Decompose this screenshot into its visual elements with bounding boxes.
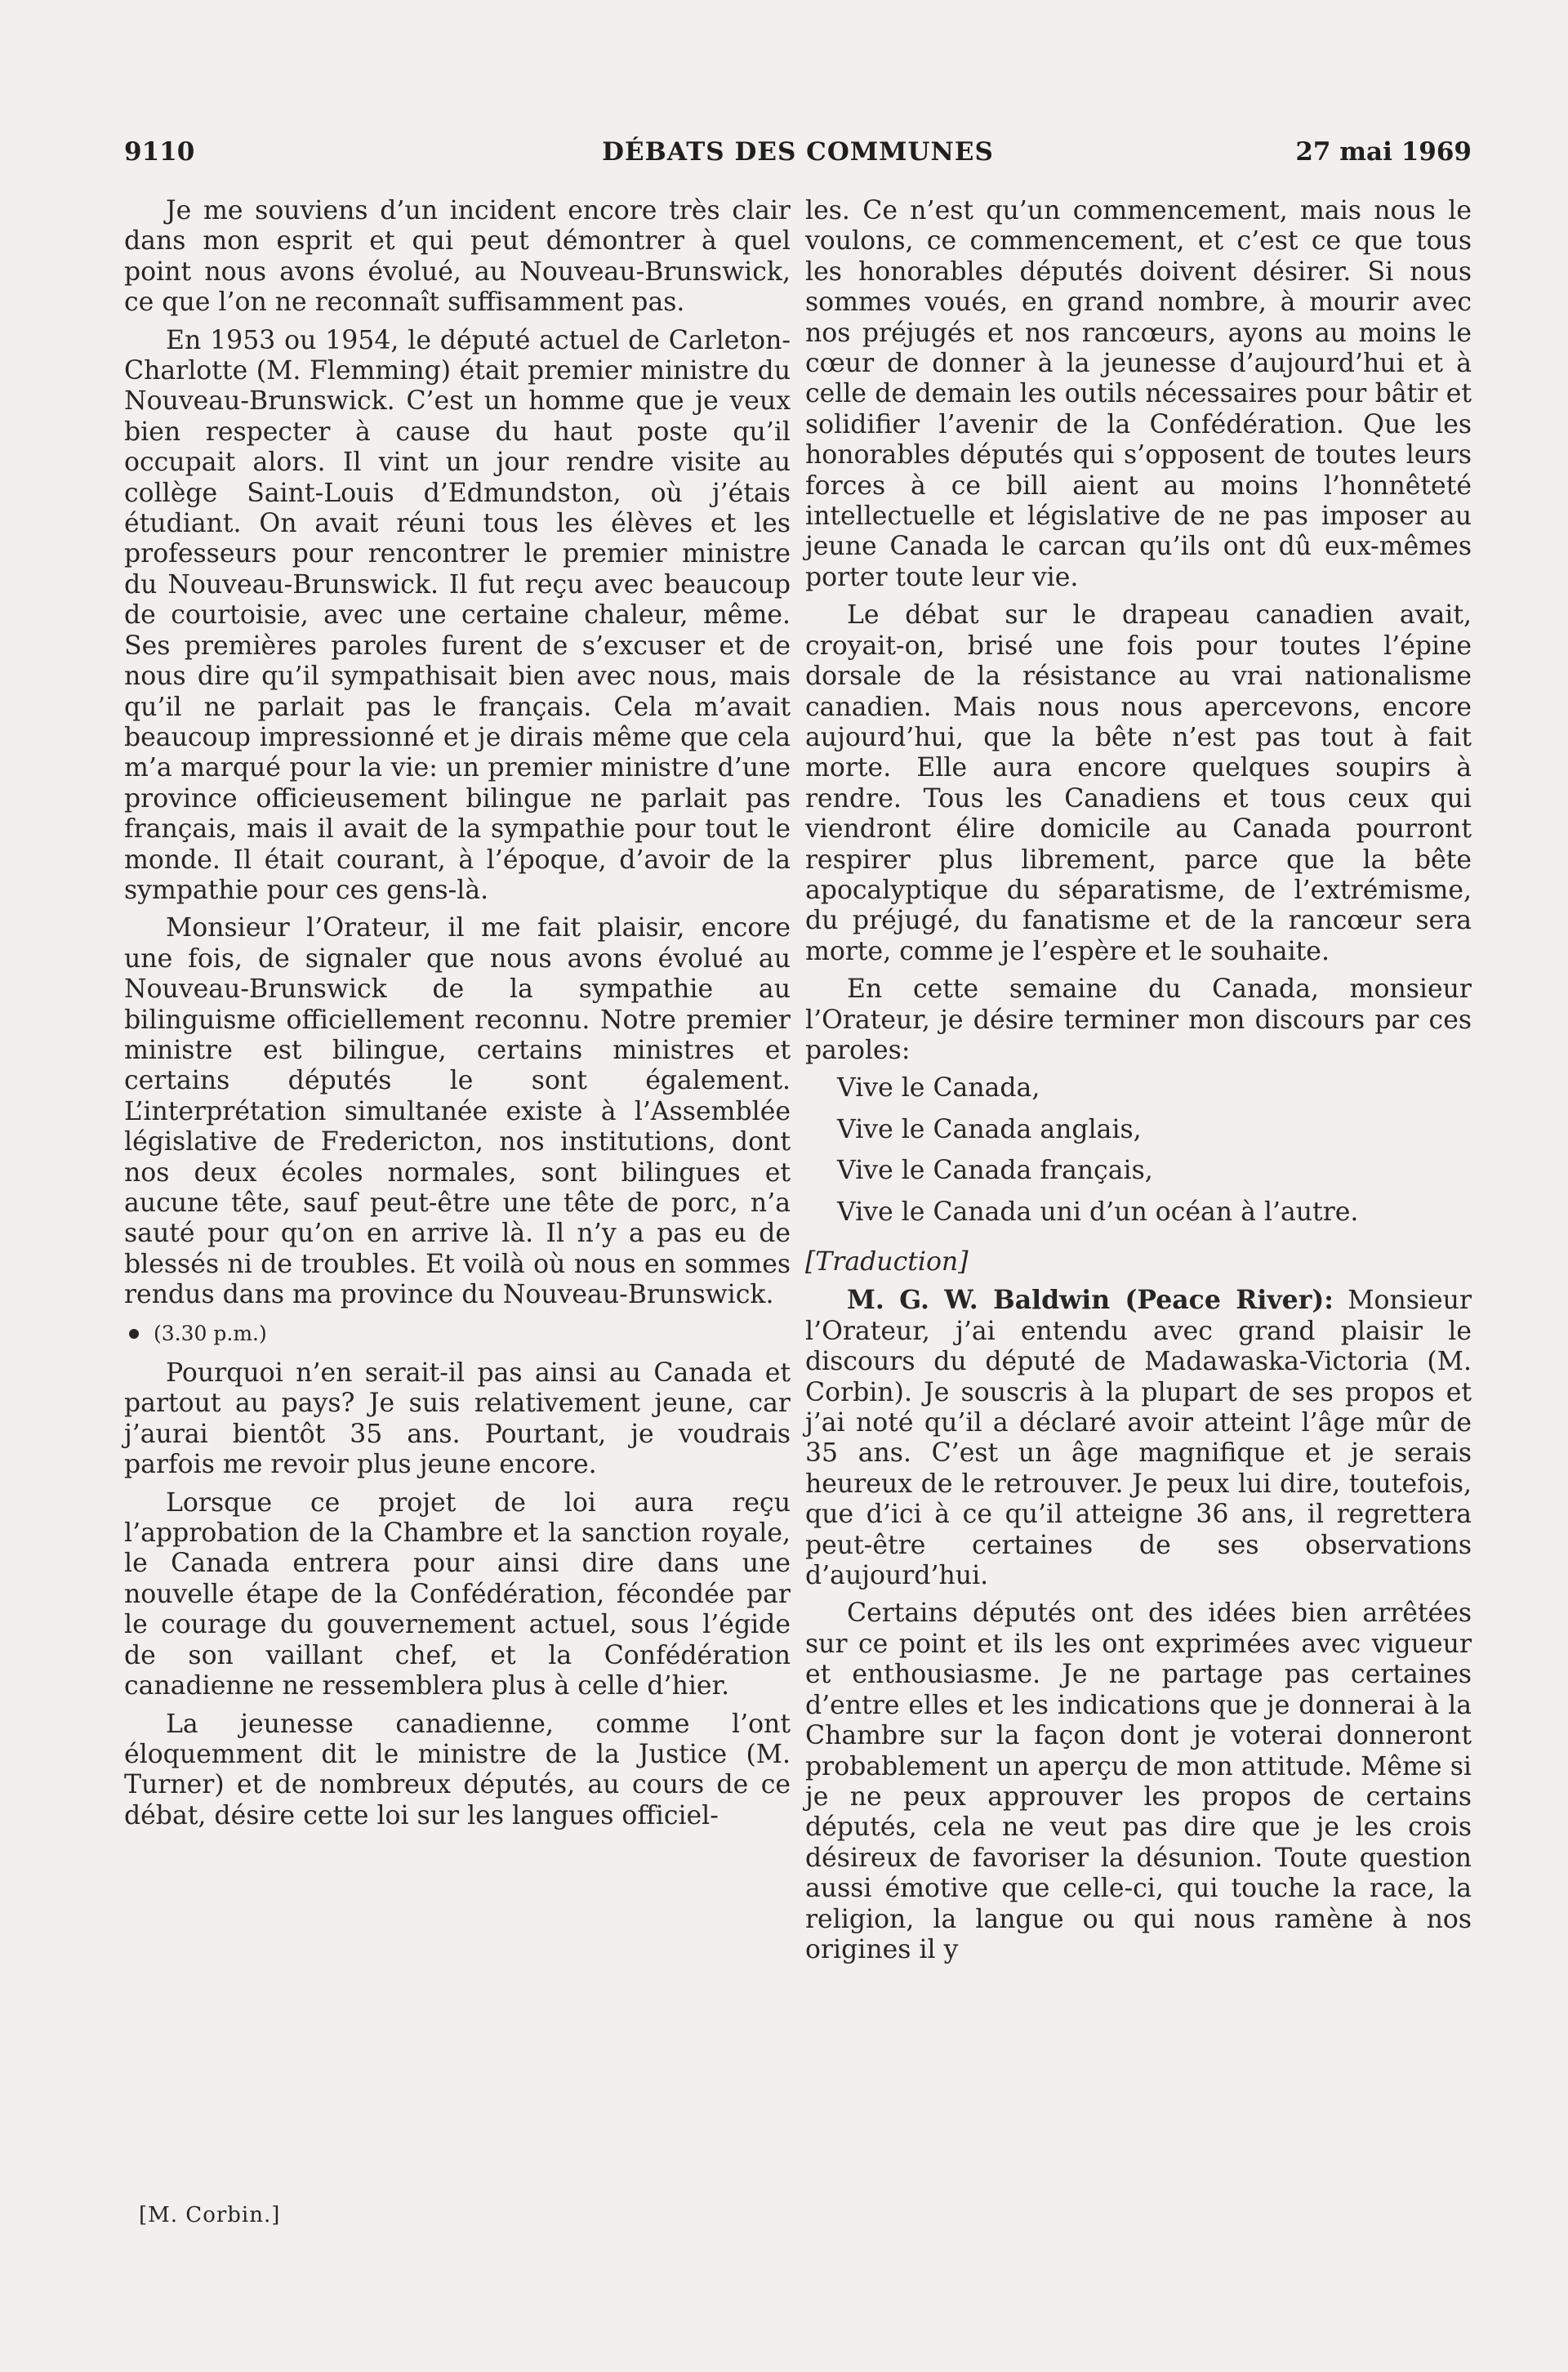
paragraph: En cette semaine du Canada, monsieur l’Orateur, je désire terminer mon discours par ces paroles: xyxy=(805,974,1472,1065)
paragraph: Je me souviens d’un incident encore très clair dans mon esprit et qui peut démontrer à quel point nous avons évolué, au Nouveau-Brunswick, ce que l’on ne reconnaît suffisamment pas. xyxy=(124,196,791,318)
publication-date: 27 mai 1969 xyxy=(1295,137,1472,167)
verse-line: Vive le Canada uni d’un océan à l’autre. xyxy=(837,1197,1359,1227)
paragraph: La jeunesse canadienne, comme l’ont éloquemment dit le ministre de la Justice (M. Turner) et de nombreux députés, au cours de ce débat, désire cette loi sur les langues officiel- xyxy=(124,1709,791,1830)
paragraph: Pourquoi n’en serait-il pas ainsi au Canada et partout au pays? Je suis relativement jeune, car j’aurai bientôt 35 ans. Pourtant, je voudrais parfois me revoir plus jeune encore. xyxy=(124,1358,791,1480)
paragraph: En 1953 ou 1954, le député actuel de Carleton-Charlotte (M. Flemming) était premier ministre du Nouveau-Brunswick. C’est un homme que je veux bien respecter à cause du haut poste qu’il occupait alors. Il vint un jour rendre visite au collège Saint-Louis d’Edmundston, où j’étais étudiant. On avait réuni tous les élèves et les professeurs pour rencontrer le premier ministre du Nouveau-Brunswick. Il fut reçu avec beaucoup de courtoisie, avec une certaine chaleur, même. Ses premières paroles furent de s’excuser et de nous dire qu’il sympathisait bien avec nous, mais qu’il ne parlait pas le français. Cela m’avait beaucoup impressionné et je dirais même que cela m’a marqué pour la vie: un premier ministre d’une province officieusement bilingue ne parlait pas français, mais il avait de la sympathie pour tout le monde. Il était courant, à l’époque, d’avoir de la sympathie pour ces gens-là. xyxy=(124,325,791,905)
time-marker xyxy=(124,1318,791,1349)
paragraph: Le débat sur le drapeau canadien avait, croyait-on, brisé une fois pour toutes l’épine dorsale de la résistance au vrai nationalisme canadien. Mais nous nous apercevons, encore aujourd’hui, que la bête n’est pas tout à fait morte. Elle aura encore quelques soupirs à rendre. Tous les Canadiens et tous ceux qui viendront élire domicile au Canada pourront respirer plus librement, parce que la bête apocalyptique du séparatisme, de l’extrémisme, du préjugé, du fanatisme et de la rancœur sera morte, comme je l’espère et le souhaite. xyxy=(805,600,1472,966)
time-marker-text: (3.30 p.m.) xyxy=(154,1321,267,1345)
page-number: 9110 xyxy=(124,137,195,167)
speaker-signature: [M. Corbin.] xyxy=(139,2203,281,2227)
paragraph: les. Ce n’est qu’un commencement, mais nous le voulons, ce commencement, et c’est ce que tous les honorables députés doivent désirer. Si nous sommes voués, en grand nombre, à mourir avec nos préjugés et nos rancœurs, ayons au moins le cœur de donner à la jeunesse d’aujourd’hui et à celle de demain les outils nécessaires pour bâtir et solidifier l’avenir de la Confédération. Que les honorables députés qui s’opposent de toutes leurs forces à ce bill aient au moins l’honnêteté intellectuelle et législative de ne pas imposer au jeune Canada le carcan qu’ils ont dû eux-mêmes porter toute leur vie. xyxy=(805,196,1472,592)
verse-line: Vive le Canada français, xyxy=(837,1156,1153,1186)
bullet-icon xyxy=(129,1329,139,1339)
verse-line: Vive le Canada, xyxy=(837,1073,1040,1104)
translation-tag: [Traduction] xyxy=(805,1247,969,1277)
speaker-text: Monsieur l’Orateur, j’ai entendu avec grand plaisir le discours du député de Madawaska-Victoria (M. Corbin). Je souscris à la plupart de ses propos et j’ai noté qu’il a déclaré avoir atteint l’âge mûr de 35 ans. C’est un âge magnifique et je serais heureux de le retrouver. Je peux lui dire, toutefois, que d’ici à ce qu’il atteigne 36 ans, il regrettera peut-être certaines de ses observations d’aujourd’hui. xyxy=(805,1286,1472,1591)
paragraph: Certains députés ont des idées bien arrêtées sur ce point et ils les ont exprimées avec vigueur et enthousiasme. Je ne partage pas certaines d’entre elles et les indications que je donnerai à la Chambre sur la façon dont je voterai donneront probablement un aperçu de mon attitude. Même si je ne peux approuver les propos de certains députés, cela ne veut pas dire que je les crois désireux de favoriser la désunion. Toute question aussi émotive que celle-ci, qui touche la race, la religion, la langue ou qui nous ramène à nos origines il y xyxy=(805,1598,1472,1964)
publication-title: DÉBATS DES COMMUNES xyxy=(602,137,994,167)
page-header xyxy=(124,137,1472,178)
right-column xyxy=(805,196,1472,1973)
verse-line: Vive le Canada anglais, xyxy=(837,1114,1142,1144)
paragraph: Monsieur l’Orateur, il me fait plaisir, encore une fois, de signaler que nous avons évolué au Nouveau-Brunswick de la sympathie au bilinguisme officiellement reconnu. Notre premier ministre est bilingue, certains ministres et certains députés le sont également. L’interprétation simultanée existe à l’Assemblée législative de Fredericton, nos institutions, dont nos deux écoles normales, sont bilingues et aucune tête, sauf peut-être une tête de porc, n’a sauté pour qu’on en arrive là. Il n’y a pas eu de blessés ni de troubles. Et voilà où nous en sommes rendus dans ma province du Nouveau-Brunswick. xyxy=(124,913,791,1310)
left-column xyxy=(124,196,791,1839)
speaker-paragraph xyxy=(805,1285,1472,1591)
paragraph: Lorsque ce projet de loi aura reçu l’approbation de la Chambre et la sanction royale, le Canada entrera pour ainsi dire dans une nouvelle étape de la Confédération, fécondée par le courage du gouvernement actuel, sous l’égide de son vaillant chef, et la Confédération canadienne ne ressemblera plus à celle d’hier. xyxy=(124,1487,791,1701)
speaker-name: M. G. W. Baldwin (Peace River): xyxy=(847,1285,1334,1316)
